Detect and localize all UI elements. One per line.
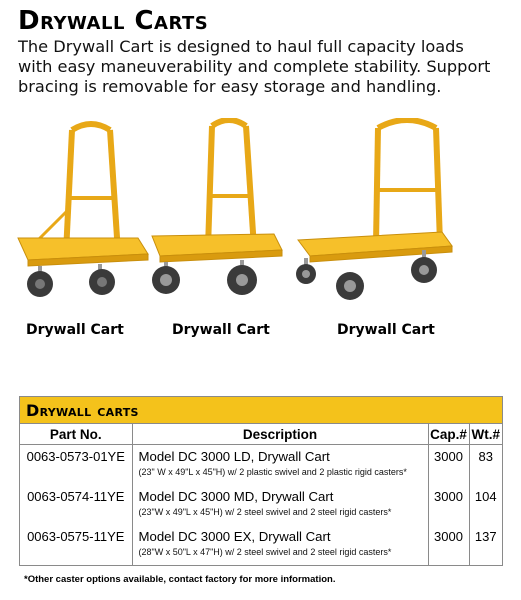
intro-line: bracing is removable for easy storage and handling. [18, 77, 442, 96]
part-number: 0063-0574-11YE [20, 485, 132, 525]
part-number: 0063-0575-11YE [20, 525, 132, 565]
model-name: Model DC 3000 LD, Drywall Cart [138, 449, 330, 464]
model-detail: (23" W x 49"L x 45"H) w/ 2 plastic swivel and 2 plastic rigid casters* [138, 467, 407, 477]
capacity: 3000 [428, 445, 469, 485]
cart-caption: Drywall Cart [172, 322, 270, 338]
table-row [20, 485, 502, 525]
col-description: Description [132, 424, 428, 445]
description-cell [132, 485, 428, 525]
intro-line: The Drywall Cart is designed to haul full capacity loads [18, 37, 464, 56]
cart-image-md [142, 118, 292, 308]
col-weight: Wt.# [469, 424, 502, 445]
capacity: 3000 [428, 525, 469, 565]
weight: 104 [474, 488, 497, 504]
table-row [20, 445, 502, 485]
model-name: Model DC 3000 MD, Drywall Cart [138, 488, 334, 504]
weight: 137 [474, 528, 497, 544]
intro-paragraph [18, 37, 508, 97]
cart-caption: Drywall Cart [26, 322, 124, 338]
col-part-no: Part No. [20, 424, 132, 445]
footnote: *Other caster options available, contact factory for more information. [24, 574, 336, 585]
part-number: 0063-0573-01YE [20, 445, 132, 485]
description-cell [132, 445, 428, 485]
spec-table-heading [20, 397, 502, 424]
intro-line: with easy maneuverability and complete stability. Support [18, 57, 491, 76]
col-capacity: Cap.# [428, 424, 469, 445]
spec-table-title: Drywall carts [26, 400, 139, 420]
spec-grid [20, 424, 502, 565]
cart-image-ld [10, 118, 160, 308]
table-header-row [20, 424, 502, 445]
model-detail: (28"W x 50"L x 47"H) w/ 2 steel swivel and 2 steel rigid casters* [138, 546, 392, 557]
description-cell [132, 525, 428, 565]
model-detail: (23"W x 49"L x 45"H) w/ 2 steel swivel and 2 steel rigid casters* [138, 506, 392, 517]
cart-caption: Drywall Cart [337, 322, 435, 338]
model-name: Model DC 3000 EX, Drywall Cart [138, 528, 331, 544]
cart-image-ex [290, 118, 460, 308]
weight: 83 [478, 449, 493, 464]
page-title: Drywall Carts [18, 6, 209, 36]
spec-table [19, 396, 503, 566]
capacity: 3000 [428, 485, 469, 525]
table-row [20, 525, 502, 565]
